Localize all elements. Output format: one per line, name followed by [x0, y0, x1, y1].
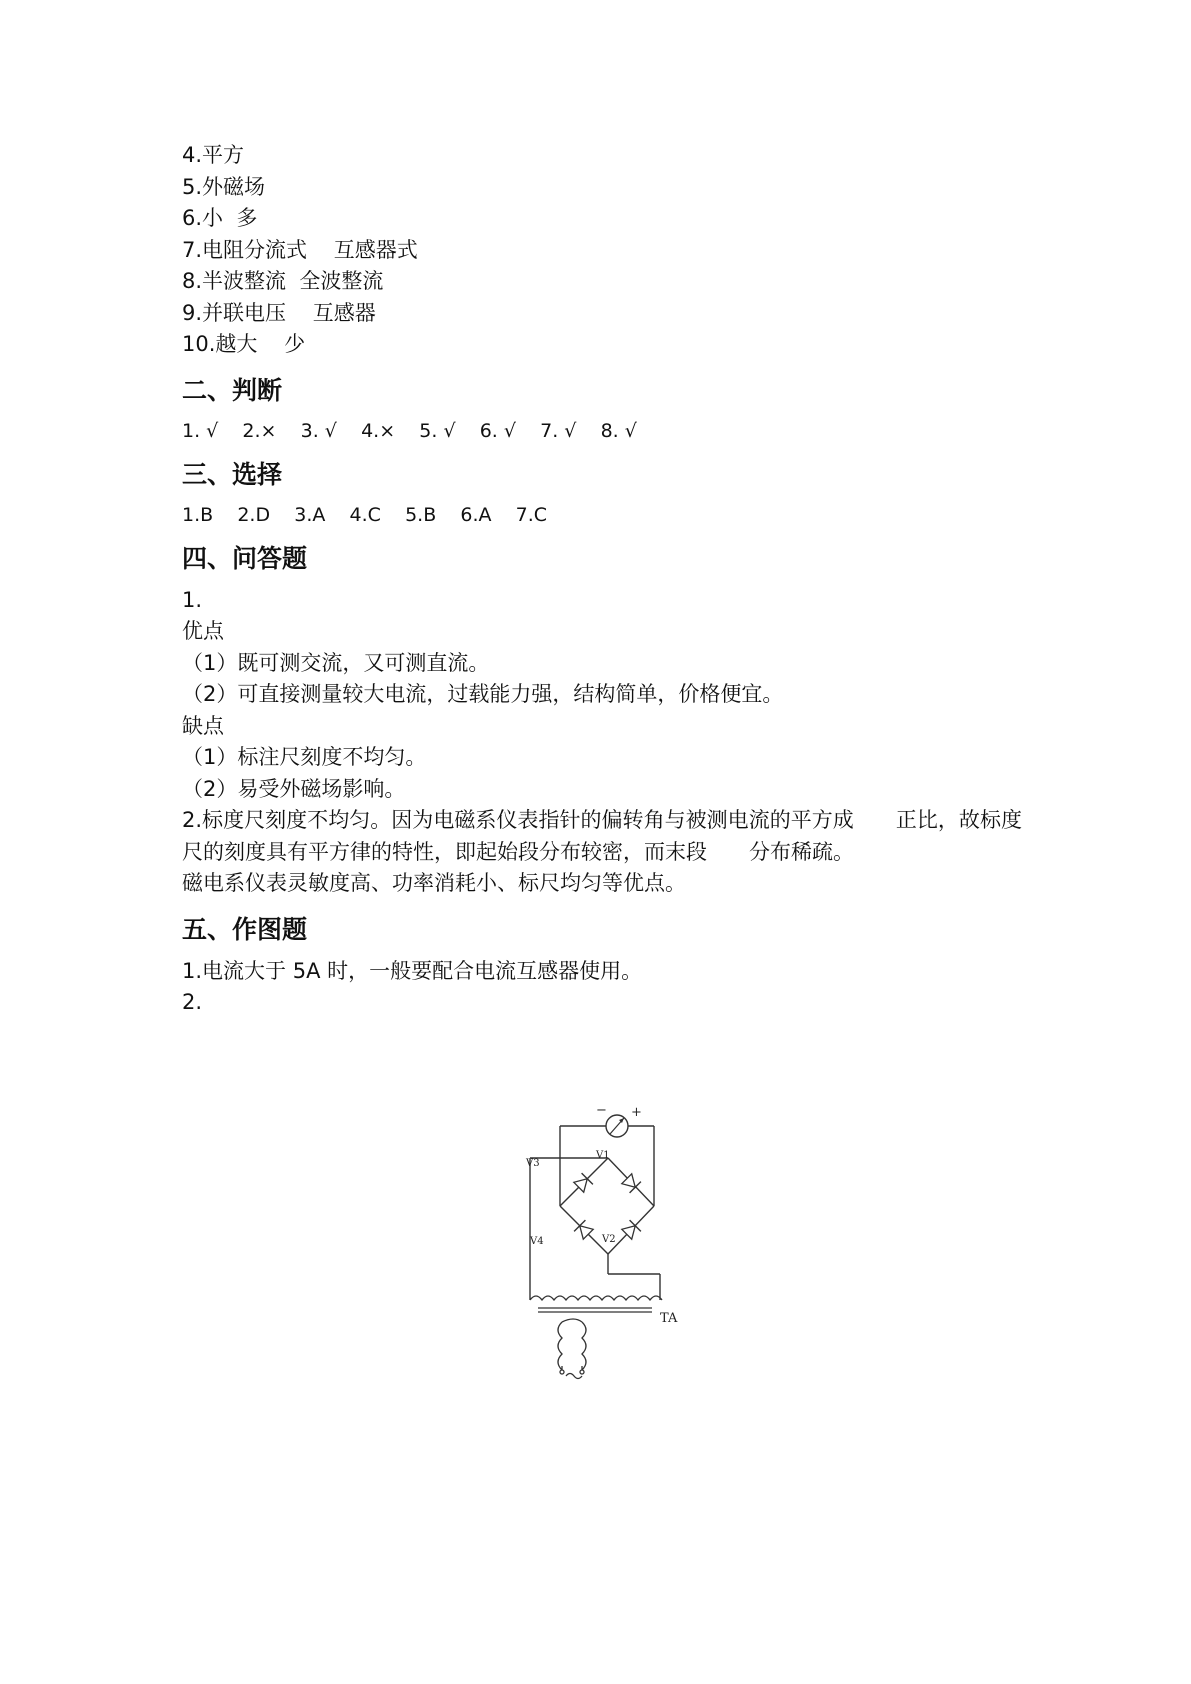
fill-answer-4: 4.平方 — [182, 143, 245, 167]
fill-answer-8: 8.半波整流 全波整流 — [182, 269, 384, 293]
fill-answer-9: 9.并联电压 互感器 — [182, 300, 376, 325]
diode-v4-label: V4 — [530, 1236, 544, 1247]
circuit-svg — [520, 1096, 710, 1396]
meter-icon — [606, 1115, 628, 1137]
disadvantages-title: 缺点 — [182, 713, 224, 738]
diode-v2-label: V2 — [602, 1234, 616, 1245]
answer-document — [182, 140, 1022, 1019]
meter-plus-label: + — [631, 1105, 642, 1120]
section-heading-judgment: 二、判断 — [182, 375, 283, 405]
fill-answer-10: 10.越大 少 — [182, 332, 306, 356]
disadvantage-2: （2）易受外磁场影响。 — [182, 776, 406, 801]
section-heading-drawing: 五、作图题 — [182, 914, 308, 944]
advantages-title: 优点 — [182, 619, 224, 643]
disadvantage-1: （1）标注尺刻度不均匀。 — [182, 745, 427, 769]
diode-v3-label: V3 — [526, 1158, 540, 1169]
qa-answer-3: 磁电系仪表灵敏度高、功率消耗小、标尺均匀等优点。 — [182, 871, 686, 895]
advantage-2: （2）可直接测量较大电流，过载能力强，结构简单，价格便宜。 — [182, 682, 784, 706]
section-heading-choice: 三、选择 — [182, 459, 283, 489]
drawing-item-1: 1.电流大于 5A 时，一般要配合电流互感器使用。 — [182, 958, 643, 983]
diode-v1-label: V1 — [596, 1150, 610, 1161]
qa-answer-2: 2.标度尺刻度不均匀。因为电磁系仪表指针的偏转角与被测电流的平方成 正比，故标度尺的刻度具有平方律的特性，即起始段分布较密，而末段 分布稀疏。 — [182, 808, 1022, 864]
fill-answer-5: 5.外磁场 — [182, 174, 266, 199]
choice-answers: 1.B 2.D 3.A 4.C 5.B 6.A 7.C — [182, 503, 548, 526]
fill-answer-6: 6.小 多 — [182, 206, 258, 230]
qa-question-1-number: 1. — [182, 587, 203, 612]
section-heading-qa: 四、问答题 — [182, 543, 308, 573]
transformer-icon — [530, 1296, 662, 1379]
drawing-item-2: 2. — [182, 990, 203, 1014]
rectifier-circuit-diagram — [520, 1096, 710, 1396]
fill-answer-7: 7.电阻分流式 互感器式 — [182, 237, 418, 262]
judgment-answers: 1. √ 2.× 3. √ 4.× 5. √ 6. √ 7. √ 8. √ — [182, 419, 637, 442]
meter-minus-label: − — [596, 1103, 607, 1118]
transformer-label: TA — [660, 1311, 678, 1326]
advantage-1: （1）既可测交流，又可测直流。 — [182, 650, 490, 675]
